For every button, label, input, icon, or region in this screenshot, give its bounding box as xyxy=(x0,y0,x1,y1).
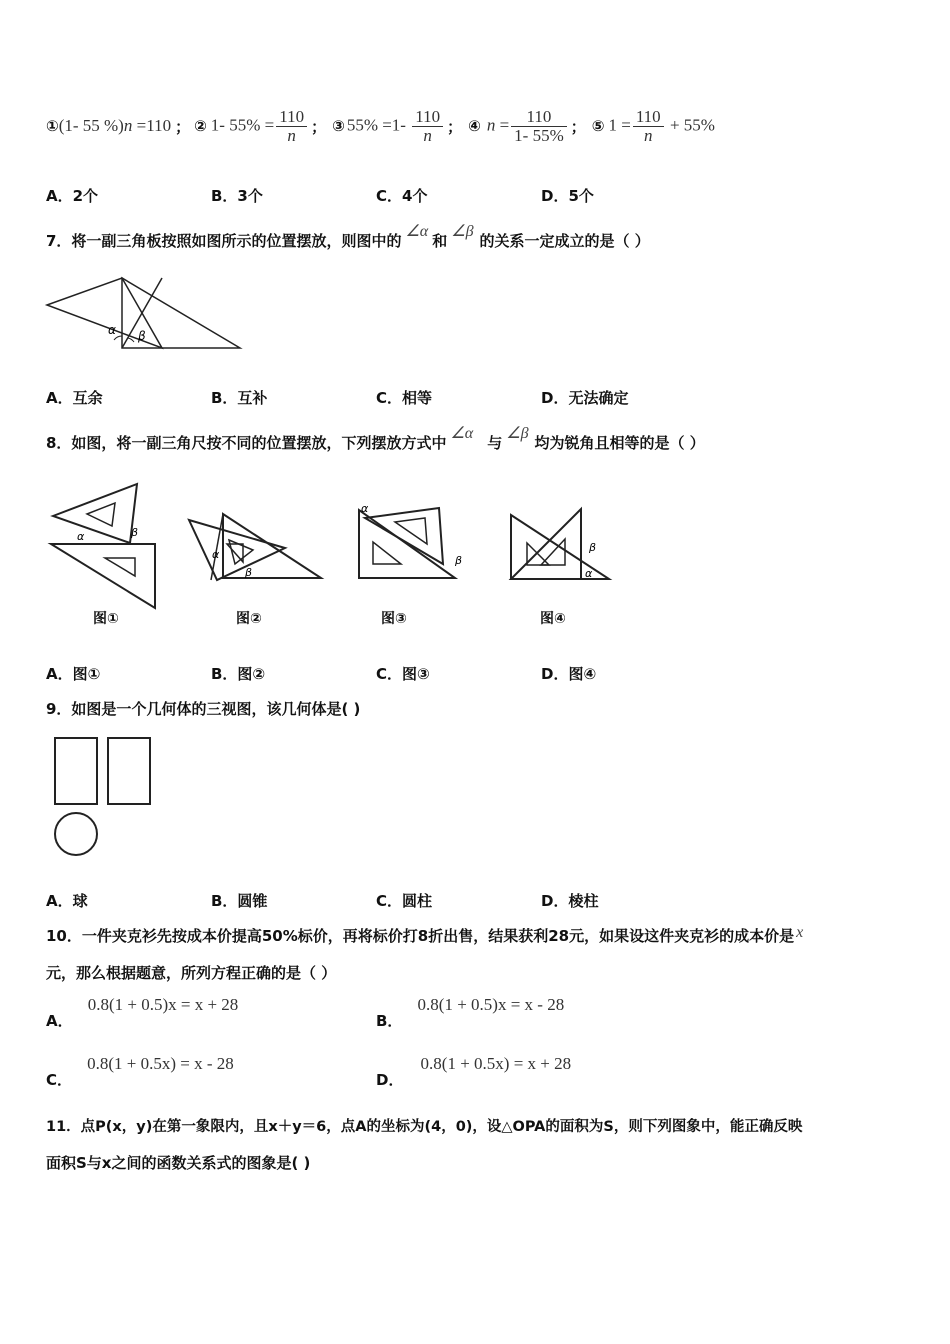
q8-figure-2 xyxy=(185,508,325,583)
q6-eq3-expr: 55% =1- $\frac{110}{n}$ xyxy=(347,108,445,145)
q7-figure xyxy=(40,270,250,360)
q6-eq5-mark: ⑤ xyxy=(591,117,605,135)
q6-eq1-expr: (1- 55 %)n =110 xyxy=(58,116,172,135)
q8-figure-1 xyxy=(45,478,170,613)
q7-fig-beta-label: β xyxy=(138,329,146,343)
q9-option-c[interactable]: C．圆柱 xyxy=(376,892,433,910)
q6-option-b[interactable]: B．3个 xyxy=(211,187,263,205)
q9-side-view xyxy=(108,738,150,804)
q9-option-b[interactable]: B．圆锥 xyxy=(211,892,268,910)
q7-option-b[interactable]: B．互补 xyxy=(211,389,268,407)
q8-option-a[interactable]: A．图① xyxy=(46,665,101,683)
q8-fig2-alpha: α xyxy=(212,548,220,561)
q6-equations-row xyxy=(46,100,715,152)
q11-stem-line2: 面积S与x之间的函数关系式的图象是( ) xyxy=(46,1154,311,1172)
q8-figure-3 xyxy=(355,500,470,585)
q6-option-d[interactable]: D．5个 xyxy=(541,187,594,205)
q6-eq1-sep: ； xyxy=(175,117,191,136)
q9-option-a[interactable]: A．球 xyxy=(46,892,88,910)
q10-option-d-expr: 0.8(1 + 0.5x) = x + 28 xyxy=(420,1054,572,1073)
q8-fig2-beta: β xyxy=(245,566,253,579)
q10-option-c-expr: 0.8(1 + 0.5x) = x - 28 xyxy=(87,1054,234,1073)
q6-eq4-expr: n = $\frac{110}{1- 55\%}$ xyxy=(487,108,569,145)
q6-eq4-mark: ④ xyxy=(468,117,481,135)
q6-eq3-sep: ； xyxy=(447,117,463,136)
q10-option-d[interactable]: D． 0.8(1 + 0.5x) = x + 28 xyxy=(376,1054,572,1089)
q8-fig4-alpha: α xyxy=(585,567,593,580)
q7-fig-alpha-label: α xyxy=(108,323,116,337)
q8-figure-4 xyxy=(505,505,615,585)
q9-stem: 9．如图是一个几何体的三视图，该几何体是( ) xyxy=(46,700,361,718)
q9-front-view xyxy=(55,738,97,804)
q8-fig3-alpha: α xyxy=(361,502,369,515)
q9-option-d[interactable]: D．棱柱 xyxy=(541,892,599,910)
q9-three-views xyxy=(50,733,160,863)
q8-figure-4-caption: 图④ xyxy=(540,611,566,627)
q8-figure-1-caption: 图① xyxy=(93,611,119,627)
q10-option-b[interactable]: B． 0.8(1 + 0.5)x = x - 28 xyxy=(376,995,565,1030)
q7-angle-beta: ∠β xyxy=(451,223,474,240)
q7-angle-alpha: ∠α xyxy=(405,223,429,240)
q8-fig1-beta: β xyxy=(131,526,139,539)
q7-option-d[interactable]: D．无法确定 xyxy=(541,389,629,407)
q6-eq4-sep: ； xyxy=(570,117,586,136)
q8-option-d[interactable]: D．图④ xyxy=(541,665,597,683)
q10-option-a-expr: 0.8(1 + 0.5)x = x + 28 xyxy=(87,995,239,1014)
q6-option-c[interactable]: C．4个 xyxy=(376,187,428,205)
q10-option-c[interactable]: C． 0.8(1 + 0.5x) = x - 28 xyxy=(46,1054,234,1089)
q6-eq5-expr: 1 = $\frac{110}{n}$ + 55% xyxy=(608,106,715,145)
q6-eq2-sep: ； xyxy=(311,117,327,136)
q8-figure-3-caption: 图③ xyxy=(381,611,407,627)
q8-angle-alpha: ∠α xyxy=(450,425,474,442)
q7-option-c[interactable]: C．相等 xyxy=(376,389,433,407)
q8-option-c[interactable]: C．图③ xyxy=(376,665,430,683)
q7-stem: 7．将一副三角板按照如图所示的位置摆放，则图中的∠α和∠β的关系一定成立的是（ ） xyxy=(46,223,650,250)
q10-stem-line2: 元，那么根据题意，所列方程正确的是（ ） xyxy=(46,964,337,982)
q6-eq1-mark: ① xyxy=(46,117,59,135)
q8-fig4-beta: β xyxy=(589,541,597,554)
q11-stem-line1: 11．点P(x，y)在第一象限内，且x＋y＝6，点A的坐标为(4，0)，设△OPA的面积为S，则下列图象中，能正确反映 xyxy=(46,1119,803,1135)
q6-option-a[interactable]: A．2个 xyxy=(46,187,99,205)
q8-stem: 8．如图，将一副三角尺按不同的位置摆放，下列摆放方式中∠α与∠β均为锐角且相等的是（ ） xyxy=(46,425,705,452)
q8-angle-beta: ∠β xyxy=(506,425,529,442)
q10-stem-line1: 10．一件夹克衫先按成本价提高50%标价，再将标价打8折出售，结果获利28元，如果设这件夹克衫的成本价是 x xyxy=(46,924,804,945)
q9-top-view xyxy=(55,813,97,855)
q8-fig3-beta: β xyxy=(455,554,463,567)
q10-var-x: x xyxy=(796,924,804,941)
q6-eq2-expr: 1- 55% = $\frac{110}{n}$ xyxy=(211,108,309,145)
q6-eq3-mark: ③ xyxy=(332,117,345,135)
q10-option-b-expr: 0.8(1 + 0.5)x = x - 28 xyxy=(417,995,565,1014)
q8-fig1-alpha: α xyxy=(77,530,85,543)
q8-figure-2-caption: 图② xyxy=(236,611,262,627)
q8-option-b[interactable]: B．图② xyxy=(211,665,266,683)
q10-option-a[interactable]: A． 0.8(1 + 0.5)x = x + 28 xyxy=(46,995,239,1030)
q7-option-a[interactable]: A．互余 xyxy=(46,389,103,407)
q6-eq2-mark: ② xyxy=(194,117,207,135)
